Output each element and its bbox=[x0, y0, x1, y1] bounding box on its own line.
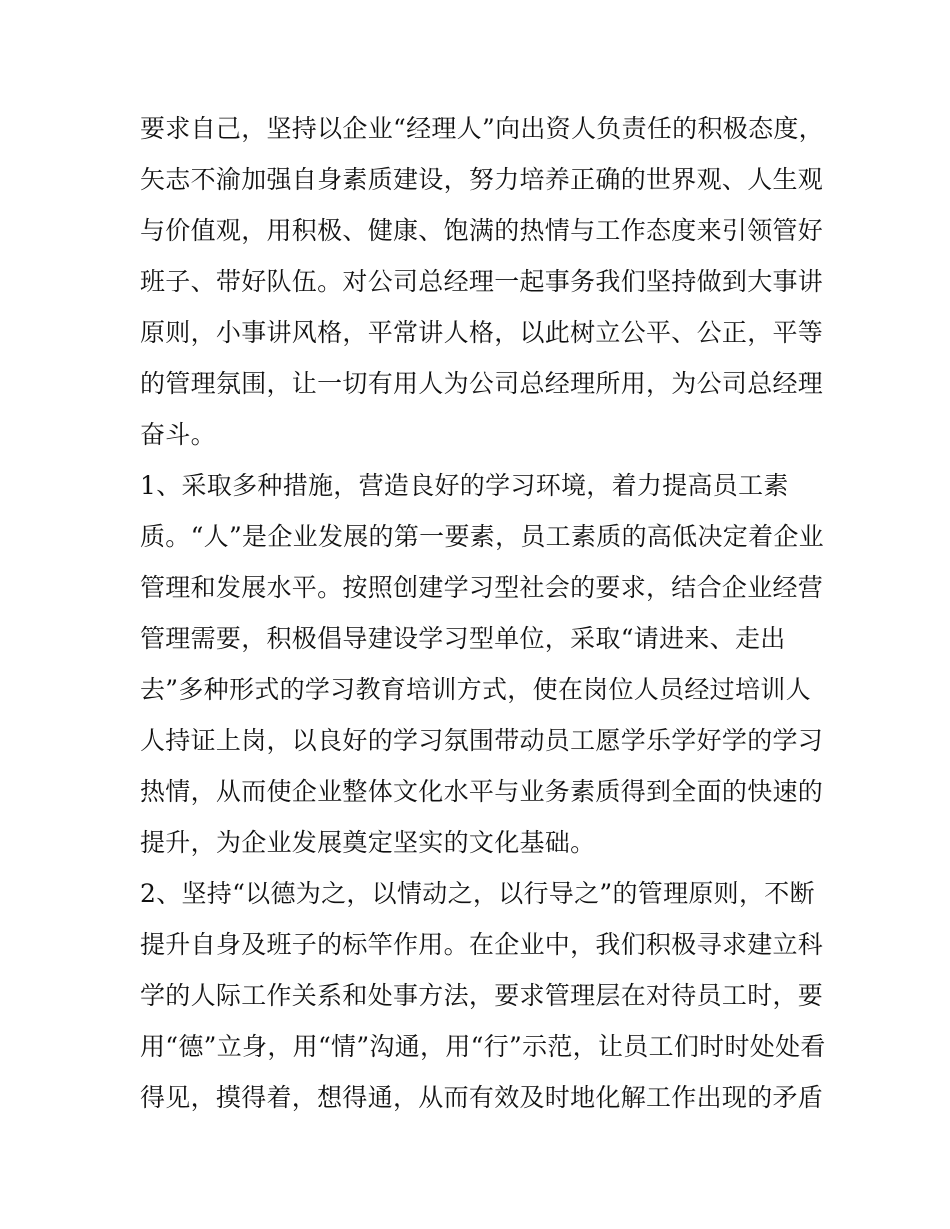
text-line: 质。“人”是企业发展的第一要素，员工素质的高低决定着企业 bbox=[140, 522, 824, 551]
text-line: 要求自己，坚持以企业“经理人”向出资人负责任的积极态度， bbox=[140, 114, 824, 143]
text-line: 班子、带好队伍。对公司总经理一起事务我们坚持做到大事讲 bbox=[140, 267, 824, 296]
text-line: 的管理氛围，让一切有用人为公司总经理所用，为公司总经理 bbox=[140, 369, 824, 398]
text-line: 人持证上岗，以良好的学习氛围带动员工愿学乐学好学的学习 bbox=[140, 726, 824, 755]
text-line: 与价值观，用积极、健康、饱满的热情与工作态度来引领管好 bbox=[140, 216, 824, 245]
text-line: 得见，摸得着，想得通，从而有效及时地化解工作出现的矛盾 bbox=[140, 1083, 824, 1112]
section-heading-1: 1、采取多种措施，营造良好的学习环境，着力提高员工素 bbox=[140, 471, 789, 500]
text-line: 矢志不渝加强自身素质建设，努力培养正确的世界观、人生观 bbox=[140, 165, 824, 194]
text-line: 学的人际工作关系和处事方法，要求管理层在对待员工时，要 bbox=[140, 981, 824, 1010]
body-text bbox=[140, 103, 826, 1123]
section-heading-2: 2、坚持“以德为之，以情动之，以行导之”的管理原则，不断 bbox=[140, 879, 815, 908]
text-line: 热情，从而使企业整体文化水平与业务素质得到全面的快速的 bbox=[140, 777, 824, 806]
text-line: 用“德”立身，用“情”沟通，用“行”示范，让员工们时时处处看 bbox=[140, 1032, 826, 1061]
text-line: 提升，为企业发展奠定坚实的文化基础。 bbox=[140, 828, 596, 857]
text-line: 原则，小事讲风格，平常讲人格，以此树立公平、公正，平等 bbox=[140, 318, 824, 347]
text-line: 去”多种形式的学习教育培训方式，使在岗位人员经过培训人 bbox=[140, 675, 811, 704]
text-line: 管理需要，积极倡导建设学习型单位，采取“请进来、走出 bbox=[140, 624, 786, 653]
text-line: 管理和发展水平。按照创建学习型社会的要求，结合企业经营 bbox=[140, 573, 824, 602]
text-line: 提升自身及班子的标竿作用。在企业中，我们积极寻求建立科 bbox=[140, 930, 824, 959]
text-line: 奋斗。 bbox=[140, 420, 216, 449]
